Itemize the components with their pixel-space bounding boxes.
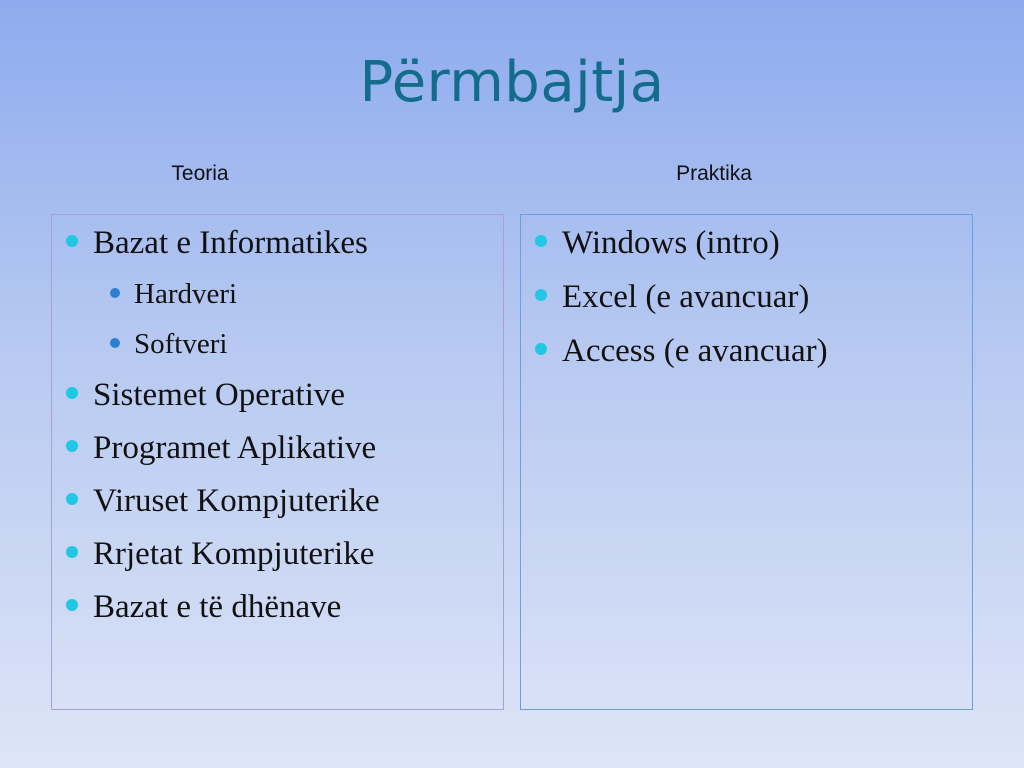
bullet-icon xyxy=(535,235,547,247)
list-item-label: Viruset Kompjuterike xyxy=(93,483,380,519)
bullet-icon xyxy=(535,343,547,355)
slide-title: Përmbajtja xyxy=(359,50,665,115)
column-heading-teoria: Teoria xyxy=(171,162,229,185)
praktika-content-box xyxy=(520,214,973,710)
bullet-icon xyxy=(66,235,78,247)
list-item-label: Bazat e Informatikes xyxy=(93,225,368,261)
teoria-content-box xyxy=(51,214,504,710)
list-item-label: Access (e avancuar) xyxy=(562,333,828,369)
bullet-icon xyxy=(66,599,78,611)
column-heading-praktika: Praktika xyxy=(676,162,752,185)
list-item-label: Bazat e të dhënave xyxy=(93,589,342,625)
list-item-label: Sistemet Operative xyxy=(93,377,346,413)
bullet-icon xyxy=(110,288,120,298)
bullet-icon xyxy=(66,440,78,452)
bullet-icon xyxy=(66,546,78,558)
bullet-icon xyxy=(535,289,547,301)
bullet-icon xyxy=(66,387,78,399)
list-item-label: Rrjetat Kompjuterike xyxy=(93,536,375,572)
list-item-label: Programet Aplikative xyxy=(93,430,377,466)
list-item-label: Excel (e avancuar) xyxy=(562,279,810,315)
list-item-label: Windows (intro) xyxy=(562,225,780,261)
bullet-icon xyxy=(66,493,78,505)
bullet-icon xyxy=(110,338,120,348)
list-item-label: Softveri xyxy=(134,328,228,360)
list-item-label: Hardveri xyxy=(134,278,238,310)
